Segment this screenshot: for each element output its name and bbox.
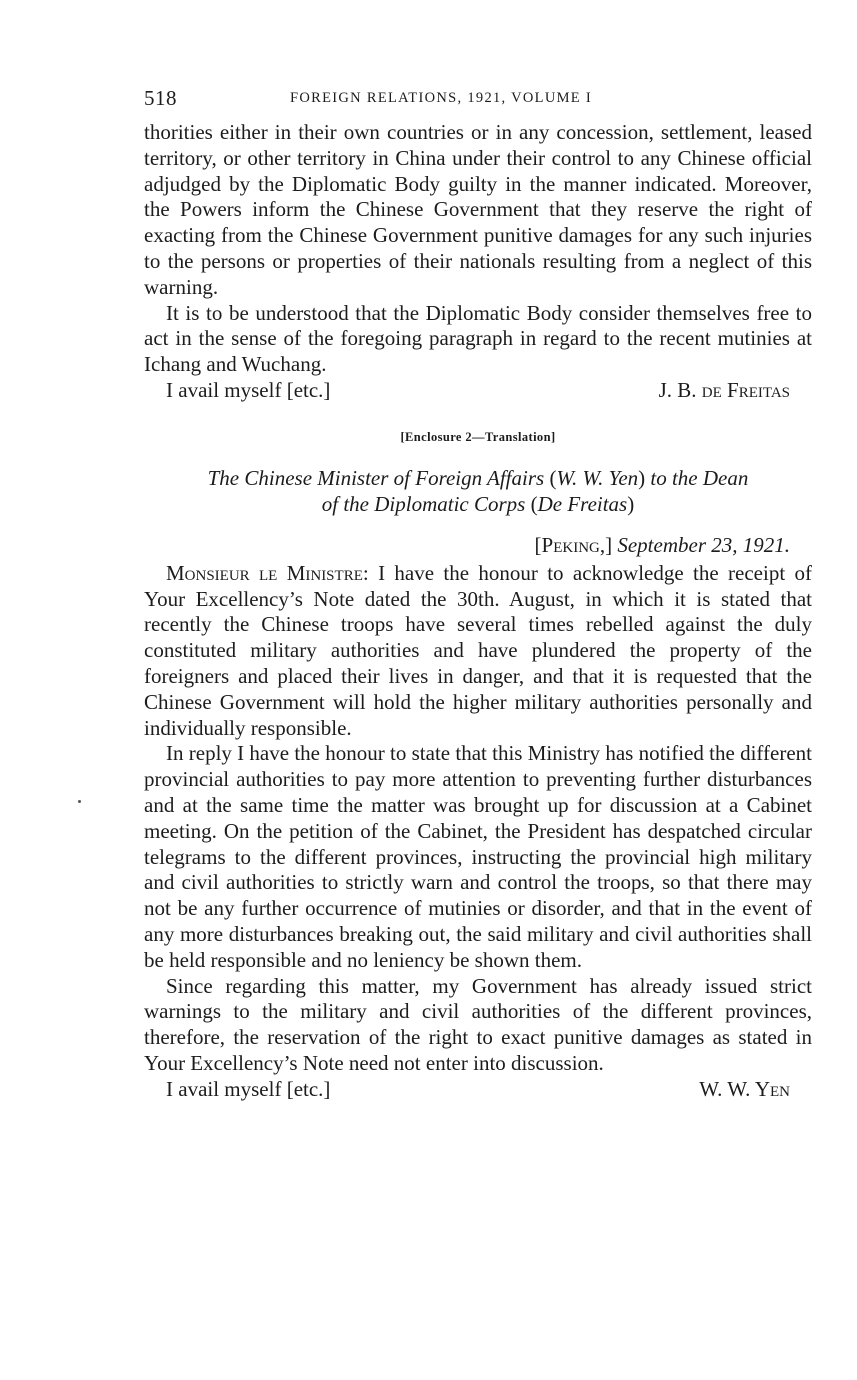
title-paren-close: )	[638, 465, 646, 490]
title-paren-open-2: (	[530, 491, 538, 516]
dateline-date: September 23, 1921.	[617, 532, 790, 557]
salutation: Monsieur le Ministre:	[166, 560, 369, 585]
running-header	[144, 86, 812, 116]
title-sender: The Chinese Minister of Foreign Affairs	[207, 465, 545, 490]
title-sender-name: W. W. Yen	[556, 465, 639, 490]
closing-courtesy: I avail myself [etc.]	[166, 377, 331, 402]
signature: J. B. de Freitas	[658, 377, 790, 402]
title-recipient: of the Diplomatic Corps	[321, 491, 526, 516]
closing-courtesy: I avail myself [etc.]	[166, 1076, 331, 1101]
body-paragraph: Since regarding this matter, my Government has already issued strict warnings to the military and civil authorities of the different provinces, therefore, the reservation of the right to exact punitive damages as stated in Your Excellency’s Note need not enter into discussion.	[144, 973, 812, 1075]
title-paren-close-2: )	[627, 491, 635, 516]
first-closing	[144, 378, 812, 404]
document-title	[144, 465, 812, 517]
opening-paragraph	[144, 561, 812, 742]
margin-speck	[78, 800, 81, 803]
title-recipient-prefix: to the Dean	[650, 465, 749, 490]
document-page	[144, 86, 812, 1103]
body-paragraph: It is to be understood that the Diplomatic Body consider themselves free to act in the sense of the foregoing paragraph in regard to the recent mutinies at Ichang and Wuchang.	[144, 300, 812, 377]
dateline-place: [Peking,]	[534, 532, 613, 557]
running-title: FOREIGN RELATIONS, 1921, VOLUME I	[290, 90, 593, 106]
title-recipient-name: De Freitas	[537, 491, 628, 516]
body-paragraph: In reply I have the honour to state that this Ministry has notified the different provincial authorities to pay more attention to preventing further disturbances and at the same time the matter was brought up for discussion at a Cabinet meeting. On the petition of the Cabinet, the President has despatched circular telegrams to the different provinces, instructing the provincial high military and civil authorities to strictly warn and control the troops, so that there may not be any further occurrence of mutinies or disorder, and that in the event of any more disturbances breaking out, the said military and civil authorities shall be held responsible and no leniency be shown them.	[144, 741, 812, 972]
continued-paragraph: thorities either in their own countries or in any concession, settlement, leased territory, or other territory in China under their control to any Chinese official adjudged by the Diplomatic Body guilty in the manner indicated. Moreover, the Powers inform the Chinese Government that they reserve the right of exacting from the Chinese Government punitive damages for any such injuries to the persons or properties of their nationals resulting from a neglect of this warning.	[144, 120, 812, 299]
opening-text: I have the honour to acknowledge the receipt of Your Excellency’s Note dated the 30th. August, in which it is stated that recently the Chinese troops have several times rebelled against the duly constituted military authorities and have plundered the property of the foreigners and placed their lives in danger, and that it is requested that the Chinese Government will hold the higher military authorities personally and individually responsible.	[144, 560, 812, 740]
title-paren-open: (	[549, 465, 557, 490]
enclosure-label: [Enclosure 2—Translation]	[400, 429, 556, 444]
dateline	[144, 533, 812, 559]
second-closing	[144, 1077, 812, 1103]
page-number: 518	[144, 86, 177, 110]
signature: W. W. Yen	[699, 1076, 790, 1101]
